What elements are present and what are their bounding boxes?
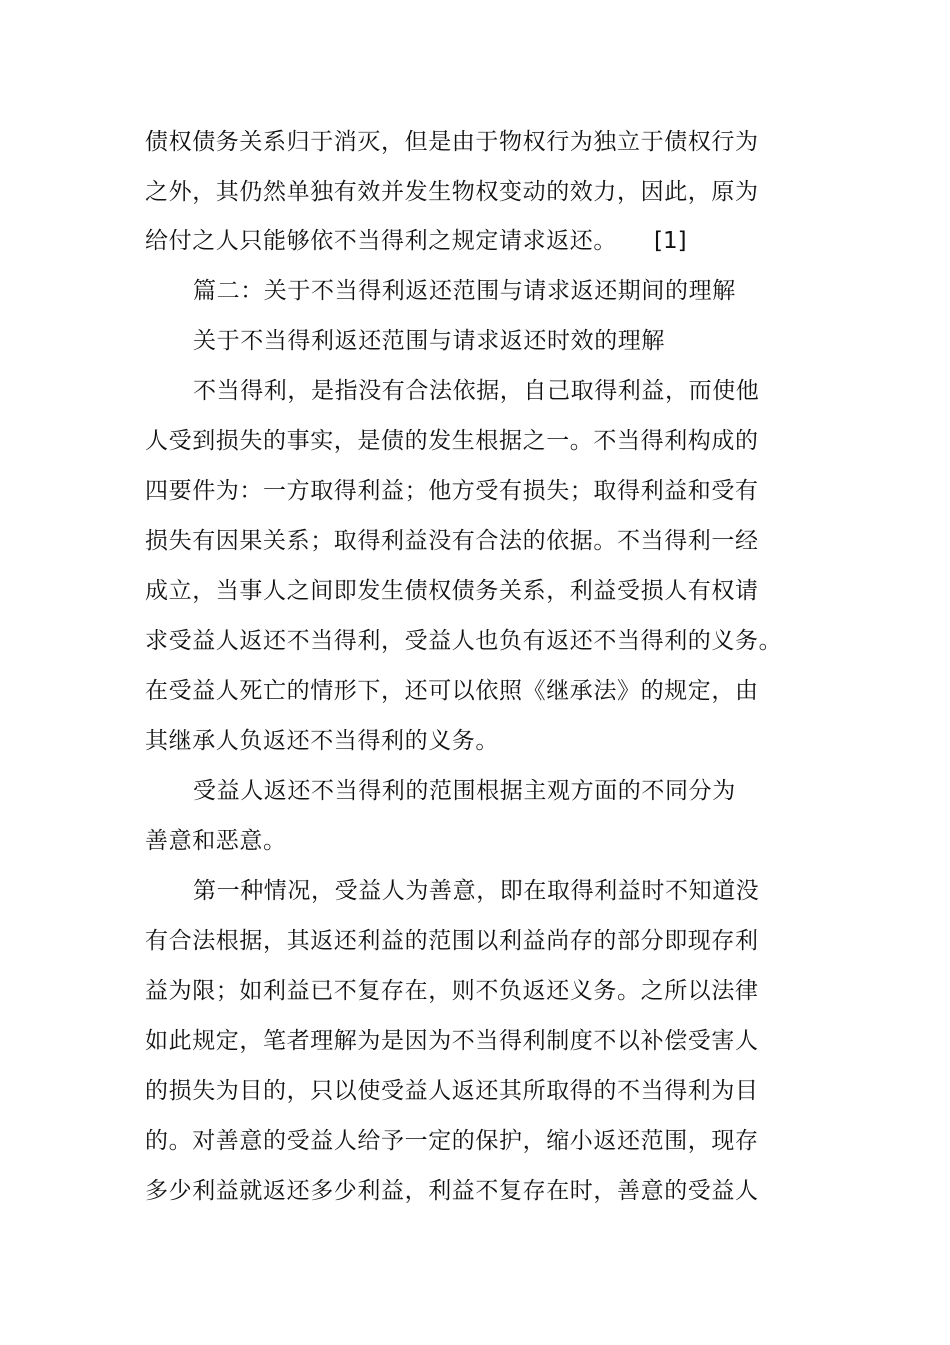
paragraph-line: 如此规定，笔者理解为是因为不当得利制度不以补偿受害人	[145, 1028, 759, 1054]
paragraph-line: 其继承人负返还不当得利的义务。	[145, 728, 499, 754]
section-heading: 篇二：关于不当得利返还范围与请求返还期间的理解	[193, 278, 736, 304]
paragraph-line: 之外，其仍然单独有效并发生物权变动的效力，因此，原为	[145, 179, 759, 205]
paragraph-line: 在受益人死亡的情形下，还可以依照《继承法》的规定，由	[145, 678, 759, 704]
paragraph-line: 损失有因果关系；取得利益没有合法的依据。不当得利一经	[145, 528, 759, 554]
paragraph-line: 人受到损失的事实，是债的发生根据之一。不当得利构成的	[145, 428, 759, 454]
paragraph-line: 给付之人只能够依不当得利之规定请求返还。	[145, 228, 617, 254]
paragraph-line: 善意和恶意。	[145, 828, 287, 854]
paragraph-line: 成立，当事人之间即发生债权债务关系，利益受损人有权请	[145, 578, 759, 604]
citation-marker: [1]	[654, 228, 687, 254]
paragraph-line: 多少利益就返还多少利益，利益不复存在时，善意的受益人	[145, 1178, 759, 1204]
paragraph-line: 不当得利，是指没有合法依据，自己取得利益，而使他	[193, 378, 760, 404]
paragraph-line: 债权债务关系归于消灭，但是由于物权行为独立于债权行为	[145, 129, 759, 155]
paragraph-line: 的损失为目的，只以使受益人返还其所取得的不当得利为目	[145, 1078, 759, 1104]
paragraph-line: 四要件为：一方取得利益；他方受有损失；取得利益和受有	[145, 478, 759, 504]
paragraph-line: 受益人返还不当得利的范围根据主观方面的不同分为	[193, 778, 736, 804]
article-title: 关于不当得利返还范围与请求返还时效的理解	[193, 328, 665, 354]
paragraph-line: 有合法根据，其返还利益的范围以利益尚存的部分即现存利	[145, 928, 759, 954]
paragraph-line: 第一种情况，受益人为善意，即在取得利益时不知道没	[193, 878, 760, 904]
paragraph-line: 益为限；如利益已不复存在，则不负返还义务。之所以法律	[145, 978, 759, 1004]
paragraph-line: 求受益人返还不当得利，受益人也负有返还不当得利的义务。	[145, 628, 783, 654]
paragraph-line: 的。对善意的受益人给予一定的保护，缩小返还范围，现存	[145, 1128, 759, 1154]
